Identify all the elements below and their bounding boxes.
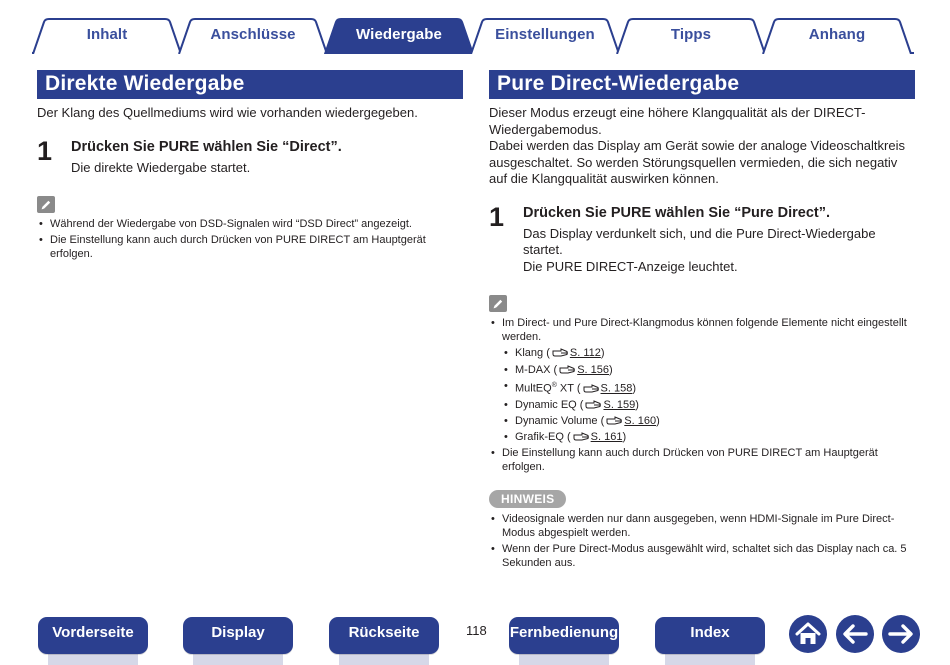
setting-name: Dynamic Volume xyxy=(515,415,598,428)
index-button[interactable]: Index xyxy=(655,617,765,654)
tab-inhalt-label: Inhalt xyxy=(86,26,128,43)
tab-tipps[interactable] xyxy=(616,18,766,54)
pointing-hand-icon xyxy=(583,384,600,393)
tab-anschluesse[interactable] xyxy=(178,18,328,54)
pencil-note-icon xyxy=(489,295,507,312)
page-reference-link[interactable]: S. 159 xyxy=(603,398,636,411)
rear-panel-button[interactable]: Rückseite xyxy=(329,617,439,654)
setting-list-item: • Dynamic Volume ( S. 160) xyxy=(489,414,915,428)
note-item: • Im Direct- und Pure Direct-Klangmodus können folgende Elemente nicht eingestellt werden. xyxy=(489,316,915,344)
arrow-left-icon xyxy=(841,623,869,645)
tab-wiedergabe[interactable] xyxy=(324,18,474,54)
step-1 xyxy=(37,135,463,177)
setting-name-suffix: XT xyxy=(556,382,574,395)
tab-anhang[interactable] xyxy=(762,18,912,54)
intro-paragraph-2: Dabei werden das Display am Gerät sowie der analoge Videoschaltkreis ausgeschaltet. So werden Störungsquellen vermieden, die sich negativ auf die Klangqualität auswirken können. xyxy=(489,138,905,186)
home-button[interactable] xyxy=(789,615,827,653)
pure-direct-section xyxy=(489,70,915,570)
step-description xyxy=(523,226,915,276)
note-item: • Die Einstellung kann auch durch Drücken von PURE DIRECT am Hauptgerät erfolgen. xyxy=(37,233,463,261)
step-description: Die direkte Wiedergabe startet. xyxy=(71,159,251,175)
pointing-hand-icon xyxy=(559,365,576,374)
display-button[interactable]: Display xyxy=(183,617,293,654)
setting-name: MultEQ xyxy=(515,382,552,395)
step-title: Drücken Sie PURE wählen Sie “Direct”. xyxy=(71,138,342,155)
tab-tipps-label: Tipps xyxy=(670,26,712,43)
page-number: 118 xyxy=(466,623,487,638)
hinweis-badge: HINWEIS xyxy=(489,490,566,508)
tab-anhang-label: Anhang xyxy=(808,26,866,43)
hinweis-item: • Videosignale werden nur dann ausgegeben, wenn HDMI-Signale im Pure Direct-Modus abgespielt werden. xyxy=(489,512,915,540)
setting-name: M-DAX xyxy=(515,363,551,376)
note-item: • Während der Wiedergabe von DSD-Signalen wird “DSD Direct” angezeigt. xyxy=(37,217,463,231)
setting-name: Klang xyxy=(515,347,544,360)
page-reference-link[interactable]: S. 161 xyxy=(590,431,623,444)
setting-name: Grafik-EQ xyxy=(515,431,564,444)
tab-einstellungen[interactable] xyxy=(470,18,620,54)
page-reference-link[interactable]: S. 158 xyxy=(600,382,633,395)
step-description-line-1: Das Display verdunkelt sich, und die Pure Direct-Wiedergabe startet. xyxy=(523,225,876,257)
registered-mark: ® xyxy=(551,381,557,389)
chapter-tab-bar xyxy=(32,16,914,54)
page-reference-link[interactable]: S. 112 xyxy=(569,347,601,360)
setting-list-item: • M-DAX ( S. 156) xyxy=(489,363,915,377)
page-reference-link[interactable]: S. 160 xyxy=(624,415,657,428)
section-intro: Der Klang des Quellmediums wird wie vorhanden wiedergegeben. xyxy=(37,105,418,120)
step-number: 1 xyxy=(489,201,505,232)
step-description-line-2: Die PURE DIRECT-Anzeige leuchtet. xyxy=(523,258,738,274)
setting-name: Dynamic EQ xyxy=(515,398,577,411)
pointing-hand-icon xyxy=(573,432,590,441)
tab-anschluesse-label: Anschlüsse xyxy=(210,26,296,43)
tab-einstellungen-label: Einstellungen xyxy=(495,26,595,43)
step-1 xyxy=(489,201,915,276)
step-number: 1 xyxy=(37,135,53,166)
tab-inhalt[interactable] xyxy=(32,18,182,54)
pointing-hand-icon xyxy=(606,416,623,425)
hinweis-item: • Wenn der Pure Direct-Modus ausgewählt wird, schaltet sich das Display nach ca. 5 Sekunden aus. xyxy=(489,542,915,570)
back-button[interactable] xyxy=(836,615,874,653)
pencil-note-icon xyxy=(37,196,55,213)
home-icon xyxy=(794,621,822,647)
pointing-hand-icon xyxy=(585,400,602,409)
forward-button[interactable] xyxy=(882,615,920,653)
setting-list-item: • Grafik-EQ ( S. 161) xyxy=(489,430,915,444)
section-title: Pure Direct-Wiedergabe xyxy=(489,70,915,99)
page-reference-link[interactable]: S. 156 xyxy=(577,363,609,376)
remote-control-button[interactable]: Fernbedienung xyxy=(509,617,619,654)
tab-wiedergabe-label: Wiedergabe xyxy=(356,26,442,43)
section-title: Direkte Wiedergabe xyxy=(37,70,463,99)
setting-list-item: • Dynamic EQ ( S. 159) xyxy=(489,398,915,412)
note-item: • Die Einstellung kann auch durch Drücken von PURE DIRECT am Hauptgerät erfolgen. xyxy=(489,446,915,474)
pointing-hand-icon xyxy=(552,348,569,357)
step-title: Drücken Sie PURE wählen Sie “Pure Direct”. xyxy=(523,204,831,221)
front-panel-button[interactable]: Vorderseite xyxy=(38,617,148,654)
setting-list-item: • Klang ( S. 112) xyxy=(489,346,915,360)
section-intro xyxy=(489,105,915,188)
intro-paragraph-1: Dieser Modus erzeugt eine höhere Klangqualität als der DIRECT-Wiedergabemodus. xyxy=(489,105,866,137)
setting-list-item: • MultEQ® XT ( S. 158) xyxy=(489,379,915,396)
direct-playback-section xyxy=(37,70,463,261)
arrow-right-icon xyxy=(887,623,915,645)
